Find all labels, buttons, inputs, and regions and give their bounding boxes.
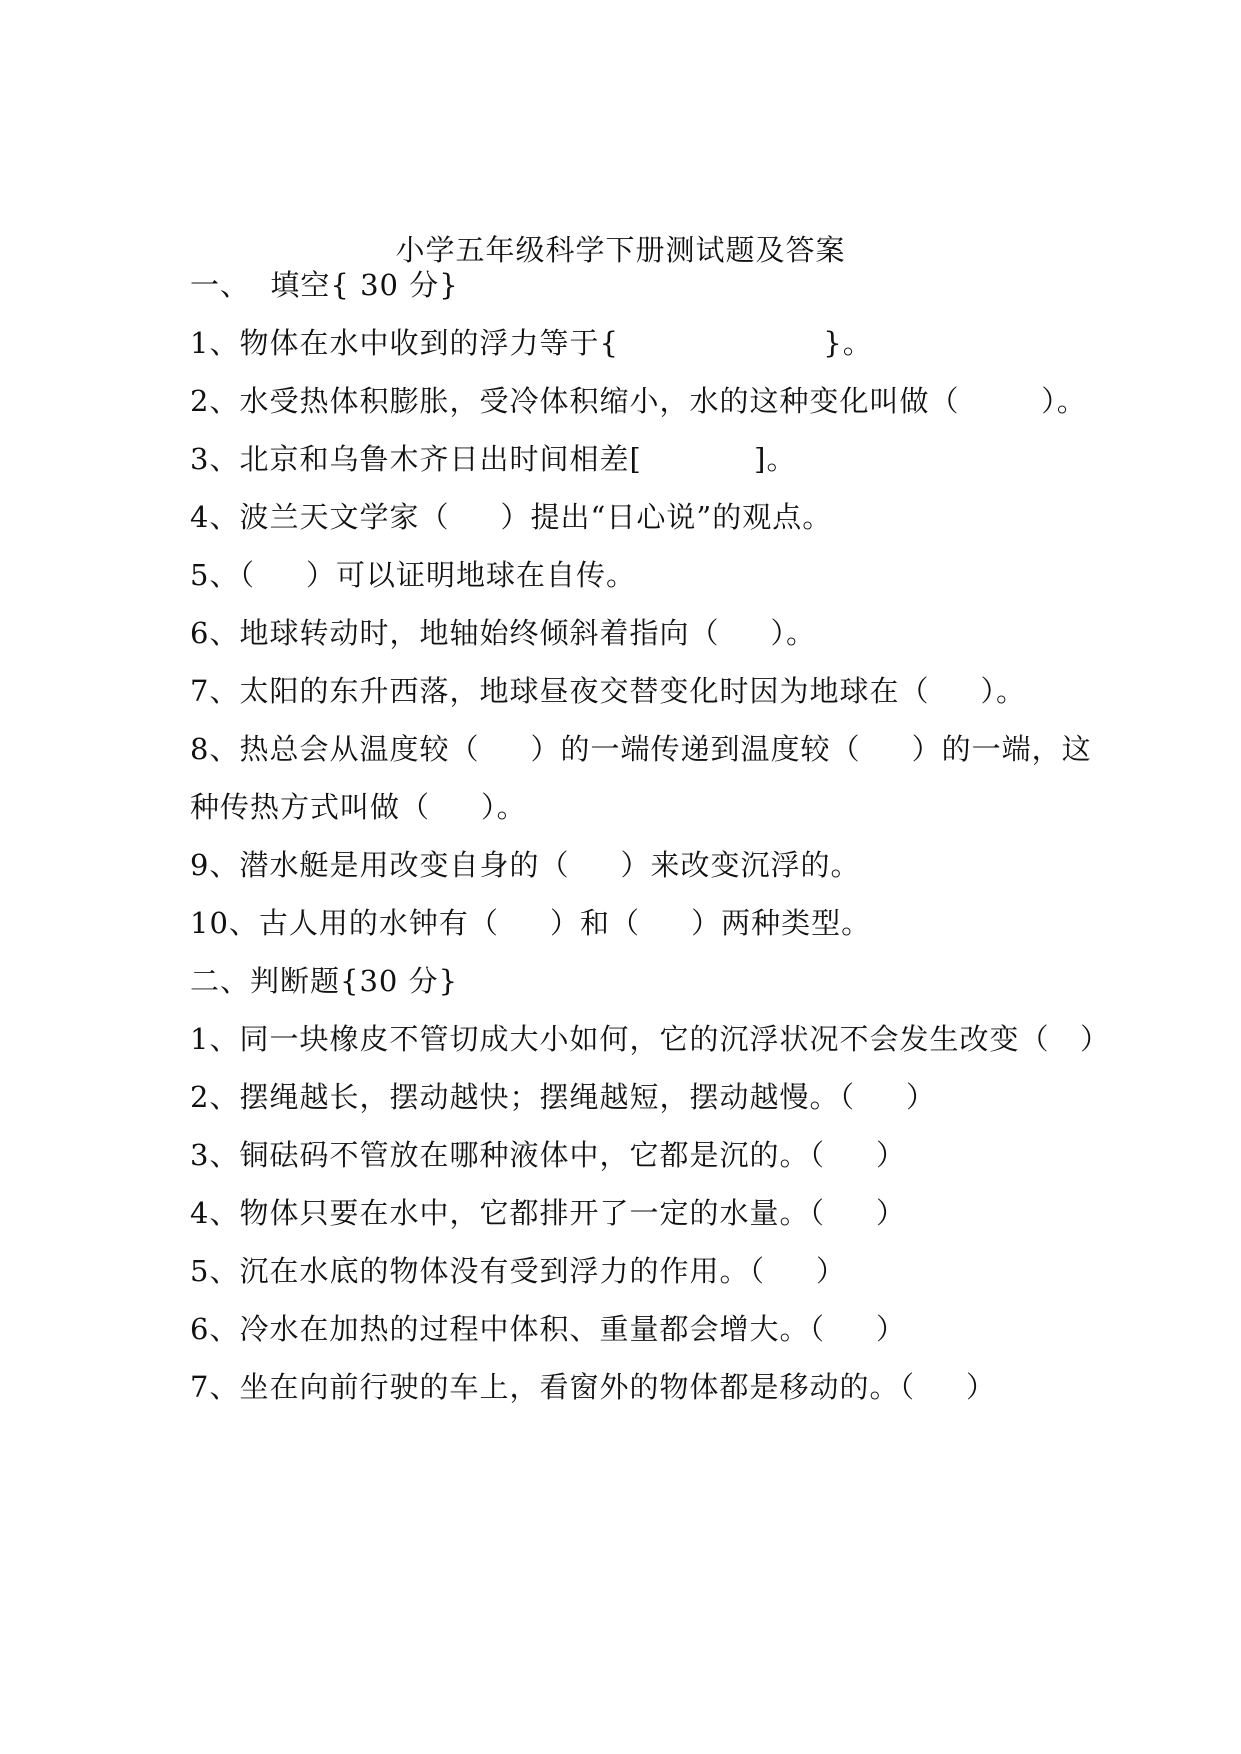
question-judge-1: 1、同一块橡皮不管切成大小如何，它的沉浮状况不会发生改变（ ） xyxy=(190,1022,1111,1056)
question-judge-3: 3、铜砝码不管放在哪种液体中，它都是沉的。（ ） xyxy=(190,1138,907,1172)
question-fill-3: 3、北京和乌鲁木齐日出时间相差[ ]。 xyxy=(190,442,797,476)
question-fill-4: 4、波兰天文学家（ ）提出“日心说”的观点。 xyxy=(190,500,833,534)
question-fill-8-continued: 种传热方式叫做（ ）。 xyxy=(190,790,527,824)
section-1-heading: 一、 填空{ 30 分} xyxy=(190,268,459,302)
document-title: 小学五年级科学下册测试题及答案 xyxy=(395,233,846,267)
question-fill-9: 9、潜水艇是用改变自身的（ ）来改变沉浮的。 xyxy=(190,848,861,882)
question-fill-6: 6、地球转动时，地轴始终倾斜着指向（ ）。 xyxy=(190,616,817,650)
question-fill-1: 1、物体在水中收到的浮力等于{ }。 xyxy=(190,326,873,360)
question-fill-8: 8、热总会从温度较（ ）的一端传递到温度较（ ）的一端，这 xyxy=(190,732,1092,766)
section-2-heading: 二、判断题{30 分} xyxy=(190,964,459,998)
question-fill-5: 5、（ ）可以证明地球在自传。 xyxy=(190,558,637,592)
question-judge-6: 6、冷水在加热的过程中体积、重量都会增大。（ ） xyxy=(190,1312,907,1346)
question-judge-7: 7、坐在向前行驶的车上，看窗外的物体都是移动的。（ ） xyxy=(190,1370,997,1404)
question-fill-2: 2、水受热体积膨胀，受冷体积缩小，水的这种变化叫做（ ）。 xyxy=(190,384,1087,418)
question-judge-4: 4、物体只要在水中，它都排开了一定的水量。（ ） xyxy=(190,1196,907,1230)
question-fill-10: 10、古人用的水钟有（ ）和（ ）两种类型。 xyxy=(190,906,872,940)
question-judge-2: 2、摆绳越长，摆动越快；摆绳越短，摆动越慢。（ ） xyxy=(190,1080,937,1114)
question-judge-5: 5、沉在水底的物体没有受到浮力的作用。（ ） xyxy=(190,1254,847,1288)
question-fill-7: 7、太阳的东升西落，地球昼夜交替变化时因为地球在（ ）。 xyxy=(190,674,1027,708)
